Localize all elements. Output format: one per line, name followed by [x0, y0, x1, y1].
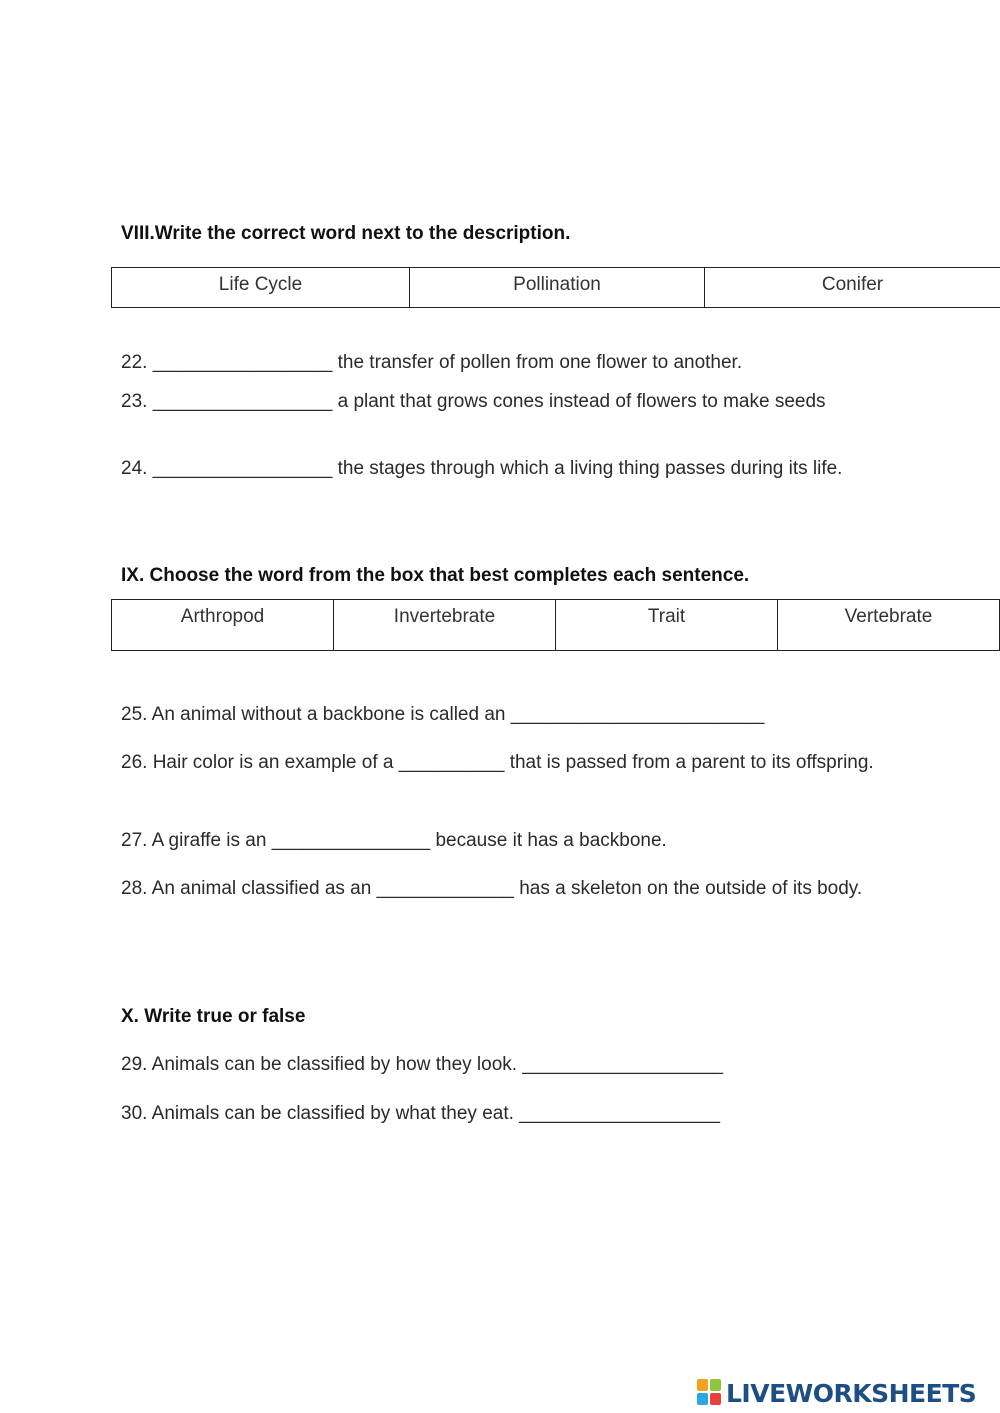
question-26: 26. Hair color is an example of a __________ that is passed from a parent to its offspring.: [121, 752, 874, 773]
logo-square-icon: [710, 1379, 721, 1391]
word-box-cell: Pollination: [410, 268, 705, 308]
word-box-cell: Life Cycle: [112, 268, 410, 308]
logo-square-icon: [697, 1393, 708, 1405]
question-29: 29. Animals can be classified by how they look. ___________________: [121, 1054, 724, 1075]
word-box-cell: Conifer: [705, 268, 1000, 308]
logo-wordmark: LIVEWORKSHEETS: [726, 1378, 977, 1408]
question-25: 25. An animal without a backbone is called an ________________________: [121, 704, 765, 725]
question-27: 27. A giraffe is an _______________ because it has a backbone.: [121, 830, 667, 851]
question-22: 22. _________________ the transfer of pollen from one flower to another.: [121, 352, 743, 373]
question-30: 30. Animals can be classified by what they eat. ___________________: [121, 1103, 720, 1124]
word-box-cell: Invertebrate: [334, 600, 556, 651]
section-8-heading: VIII.Write the correct word next to the description.: [121, 223, 571, 244]
word-box-cell: Trait: [556, 600, 778, 651]
word-box-section-8: [111, 267, 1000, 308]
logo-square-icon: [697, 1379, 708, 1391]
question-23: 23. _________________ a plant that grows cones instead of flowers to make seeds: [121, 391, 826, 412]
question-24: 24. _________________ the stages through which a living thing passes during its life.: [121, 458, 843, 479]
logo-mark-icon: [697, 1379, 723, 1407]
word-box-cell: Vertebrate: [778, 600, 1000, 651]
section-9-heading: IX. Choose the word from the box that best completes each sentence.: [121, 565, 750, 586]
logo-square-icon: [710, 1393, 721, 1405]
liveworksheets-logo: [697, 1376, 976, 1410]
word-box-cell: Arthropod: [112, 600, 334, 651]
question-28: 28. An animal classified as an _____________ has a skeleton on the outside of its body.: [121, 878, 863, 899]
word-box-section-9: [111, 599, 1000, 651]
section-10-heading: X. Write true or false: [121, 1006, 306, 1027]
